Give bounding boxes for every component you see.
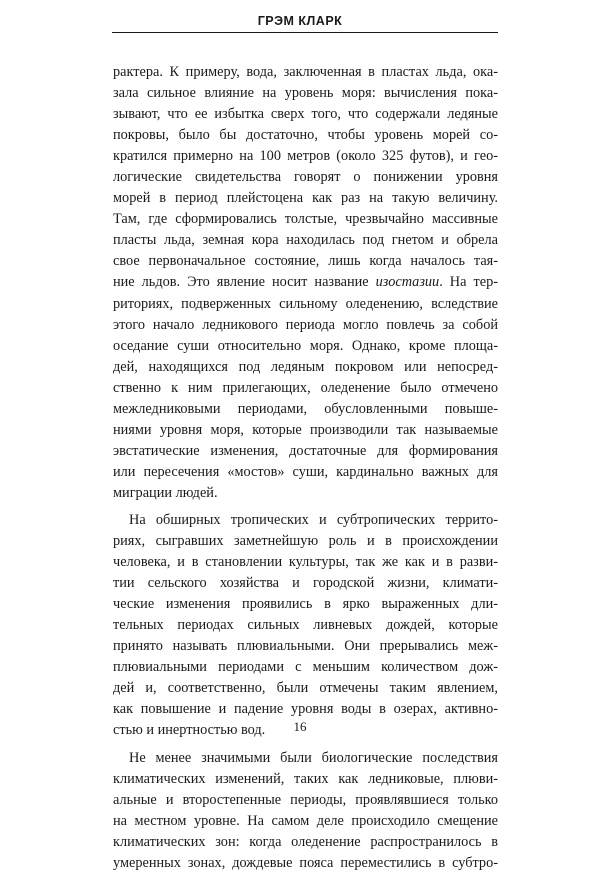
text-line: принято называть плювиальными. Они прерывались меж- [113, 638, 498, 655]
text-line: дей, находящихся под ледяным покровом или непосред- [113, 358, 498, 375]
text-line: Не менее значимыми были биологические последствия [129, 749, 498, 766]
header-rule [112, 32, 498, 33]
text-line: логические свидетельства говорят о понижении уровня [113, 169, 498, 186]
text-line: морей в период плейстоцена как раз на такую величину. [113, 190, 498, 207]
text-line: этого начало ледникового периода могло повлечь за собой [113, 316, 498, 333]
text-line: умеренных зонах, дождевые пояса переместились в субтро- [113, 854, 498, 871]
text-line: плювиальными периодами с меньшим количеством дож- [113, 659, 498, 676]
text-line: зала сильное влияние на уровень моря: вычисления пока- [113, 85, 498, 102]
text-line: межледниковыми периодами, обусловленными повыше- [113, 400, 498, 417]
text-line: На обширных тропических и субтропических террито- [129, 511, 498, 528]
text-line: рактера. К примеру, вода, заключенная в пластах льда, ока- [113, 64, 498, 80]
text-line: тии сельского хозяйства и городской жизни, климати- [113, 575, 498, 592]
text-fragment: . На тер- [439, 274, 498, 291]
text-line: миграции людей. [113, 484, 218, 501]
paragraph-1 [113, 62, 498, 504]
paragraph-2 [113, 510, 498, 742]
text-line: климатических зон: когда оледенение распространилось в [113, 833, 498, 850]
text-line: стью и инертностью вод. [113, 722, 266, 739]
text-line: зывают, что ее избытка сверх того, что содержали ледяные [113, 106, 498, 123]
body-text [113, 62, 498, 874]
page-number: 16 [293, 719, 307, 734]
text-line: пласты льда, земная кора находилась под гнетом и обрела [113, 232, 498, 249]
text-line: альные и второстепенные периоды, проявлявшиеся только [113, 791, 498, 808]
text-fragment: ние льдов. Это явление носит название [113, 274, 376, 291]
paragraph-3 [113, 748, 498, 874]
running-head: ГРЭМ КЛАРК [257, 14, 343, 28]
text-line: как повышение и падение уровня воды в озерах, активно- [113, 701, 498, 718]
text-line: покровы, было бы достаточно, чтобы уровень морей со- [113, 127, 498, 144]
text-line: ственно к ним прилегающих, оледенение было отмечено [113, 379, 498, 396]
emphasized-term: изостазии [375, 274, 440, 291]
text-line: на местном уровне. На самом деле происходило смещение [113, 812, 498, 829]
text-line: кратился примерно на 100 метров (около 325 футов), и гео- [113, 148, 498, 165]
text-line: тельных периодах сильных ливневых дождей, которые [113, 617, 498, 634]
text-line: ческие изменения проявились в ярко выраженных дли- [113, 596, 498, 613]
text-line: риториях, подверженных сильному оледенению, вследствие [113, 295, 498, 312]
text-line-with-emphasis [113, 272, 498, 293]
text-line: дей и, соответственно, были отмечены таким явлением, [113, 680, 498, 697]
text-line: Там, где сформировались толстые, чрезвычайно массивные [113, 211, 498, 228]
text-line: свое первоначальное состояние, лишь когда началось тая- [113, 253, 498, 270]
text-line: или пересечения «мостов» суши, кардинально важных для [113, 463, 498, 480]
text-line: эвстатические изменения, достаточные для формирования [113, 442, 498, 459]
text-line: климатических изменений, таких как ледниковые, плюви- [113, 770, 498, 787]
text-line: ниями уровня моря, которые производили так называемые [113, 421, 498, 438]
text-line: риях, сыгравших заметнейшую роль и в происхождении [113, 533, 498, 550]
text-line: оседание суши относительно моря. Однако, кроме площа- [113, 337, 498, 354]
text-line: человека, и в становлении культуры, так же как и в разви- [113, 554, 498, 571]
